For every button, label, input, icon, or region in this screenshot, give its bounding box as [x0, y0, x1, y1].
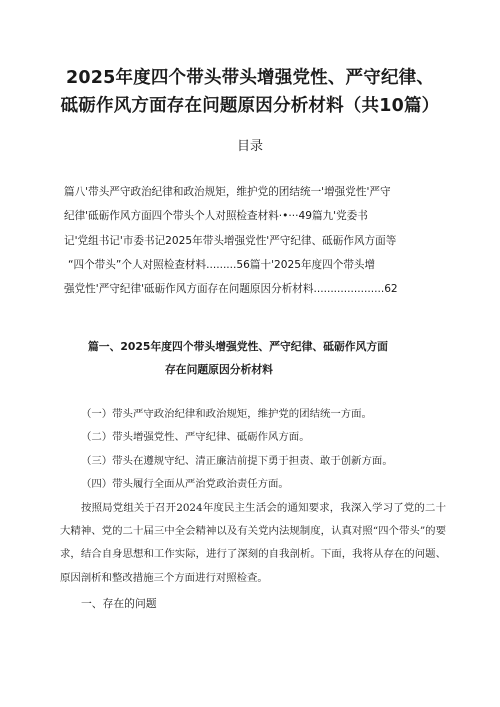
paragraph: 按照局党组关于召开2024年度民主生活会的通知要求，我深入学习了党的二十大精神、党的二十届三中全会精神以及有关党内法规制度，认真对照“四个带头”的要求，结合自身思想和工作实际，进行了深刻的自我剖析。下面，我将从存在的问题、原因剖析和整改措施三个方面进行对照检查。 — [60, 501, 446, 584]
title-line-1: 2025年度四个带头带头增强党性、严守纪律、 — [65, 68, 435, 88]
toc-heading: 目录 — [236, 139, 263, 154]
section-title-line-2: 存在问题原因分析材料 — [165, 363, 273, 376]
section-title — [60, 335, 460, 381]
toc-line[interactable]: 记'党组书记'市委书记2025年带头增强党性'严守纪律、砥砺作风方面等 — [64, 234, 397, 247]
document-title — [40, 64, 460, 120]
toc-line[interactable]: 篇八'带头严守政治纪律和政治规矩，维护党的团结统一'增强党性'严守 — [64, 186, 391, 198]
section-title-line-1: 篇一、2025年度四个带头增强党性、严守纪律、砥砺作风方面 — [88, 340, 388, 353]
paragraph: （一）带头严守政治纪律和政治规矩，维护党的团结统一方面。 — [81, 408, 372, 420]
paragraph: （二）带头增强党性、严守纪律、砥砺作风方面。 — [81, 431, 310, 444]
document-body — [60, 403, 446, 616]
toc-line[interactable]: 强党性'严守纪律'砥砺作风方面存在问题原因分析材料.....................62 — [64, 283, 398, 296]
paragraph: （三）带头在遵规守纪、清正廉洁前提下勇于担责、敢于创新方面。 — [81, 454, 393, 467]
table-of-contents — [64, 180, 444, 301]
paragraph: （四）带头履行全面从严治党政治责任方面。 — [81, 478, 289, 491]
title-line-2: 砥砺作风方面存在问题原因分析材料（共10篇） — [60, 96, 440, 116]
subheading: 一、存在的问题 — [81, 597, 157, 611]
toc-line[interactable]: “四个带头”个人对照检查材料.........56篇十'2025年度四个带头增 — [68, 258, 376, 271]
toc-line[interactable]: 纪律'砥砺作风方面四个带头个人对照检查材料·•···49篇九'党委书 — [64, 210, 368, 223]
